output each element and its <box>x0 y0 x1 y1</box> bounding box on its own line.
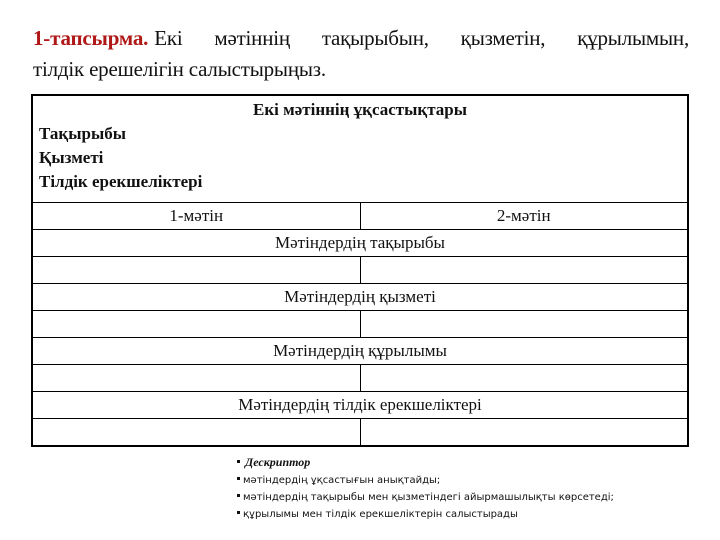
bullet-icon <box>237 460 240 463</box>
descriptor-item-text: мәтіндердің тақырыбы мен қызметіндегі айырмашылықты көрсетеді; <box>243 492 614 503</box>
column-header-row <box>32 203 688 230</box>
bullet-icon <box>237 494 240 497</box>
descriptor-item <box>237 489 614 506</box>
descriptor-title: Дескриптор <box>245 455 311 469</box>
task-text-1: Екі мәтіннің тақырыбын, қызметін, құрылымын, <box>154 26 689 50</box>
topic-text-2-cell[interactable] <box>360 257 688 284</box>
section-row <box>32 284 688 311</box>
task-line-1 <box>33 23 689 54</box>
comparison-table <box>31 94 689 447</box>
function-text-2-cell[interactable] <box>360 311 688 338</box>
descriptor-list <box>237 454 614 523</box>
descriptor-item-text: мәтіндердің ұқсастығын анықтайды; <box>243 475 441 486</box>
bullet-icon <box>237 511 240 514</box>
similarity-function: Қызметі <box>39 148 104 167</box>
structure-text-2-cell[interactable] <box>360 365 688 392</box>
language-text-2-cell[interactable] <box>360 419 688 447</box>
bullet-icon <box>237 477 240 480</box>
section-row <box>32 230 688 257</box>
table-row <box>32 365 688 392</box>
table-row <box>32 257 688 284</box>
task-text-2: тілдік ерешелігін салыстырыңыз. <box>33 57 326 81</box>
topic-text-1-cell[interactable] <box>32 257 360 284</box>
function-text-1-cell[interactable] <box>32 311 360 338</box>
descriptor-item <box>237 472 614 489</box>
language-text-1-cell[interactable] <box>32 419 360 447</box>
section-row <box>32 392 688 419</box>
task-label: 1-тапсырма. <box>33 26 149 50</box>
similarities-title: Екі мәтіннің ұқсастықтары <box>253 100 467 119</box>
descriptor-item <box>237 506 614 523</box>
descriptor-item-text: құрылымы мен тілдік ерекшеліктерін салыстырады <box>243 509 518 520</box>
structure-text-1-cell[interactable] <box>32 365 360 392</box>
descriptor-title-row <box>237 454 614 472</box>
section-language-title: Мәтіндердің тілдік ерекшеліктері <box>32 392 688 419</box>
similarity-topic: Тақырыбы <box>39 124 126 143</box>
section-row <box>32 338 688 365</box>
section-function-title: Мәтіндердің қызметі <box>32 284 688 311</box>
table-row <box>32 311 688 338</box>
similarities-cell <box>32 95 688 203</box>
table-row <box>32 419 688 447</box>
table-header-row <box>32 95 688 203</box>
task-instruction <box>33 23 689 85</box>
section-topic-title: Мәтіндердің тақырыбы <box>32 230 688 257</box>
section-structure-title: Мәтіндердің құрылымы <box>32 338 688 365</box>
similarity-language: Тілдік ерекшеліктері <box>39 172 203 191</box>
column-text-2: 2-мәтін <box>360 203 688 230</box>
column-text-1: 1-мәтін <box>32 203 360 230</box>
